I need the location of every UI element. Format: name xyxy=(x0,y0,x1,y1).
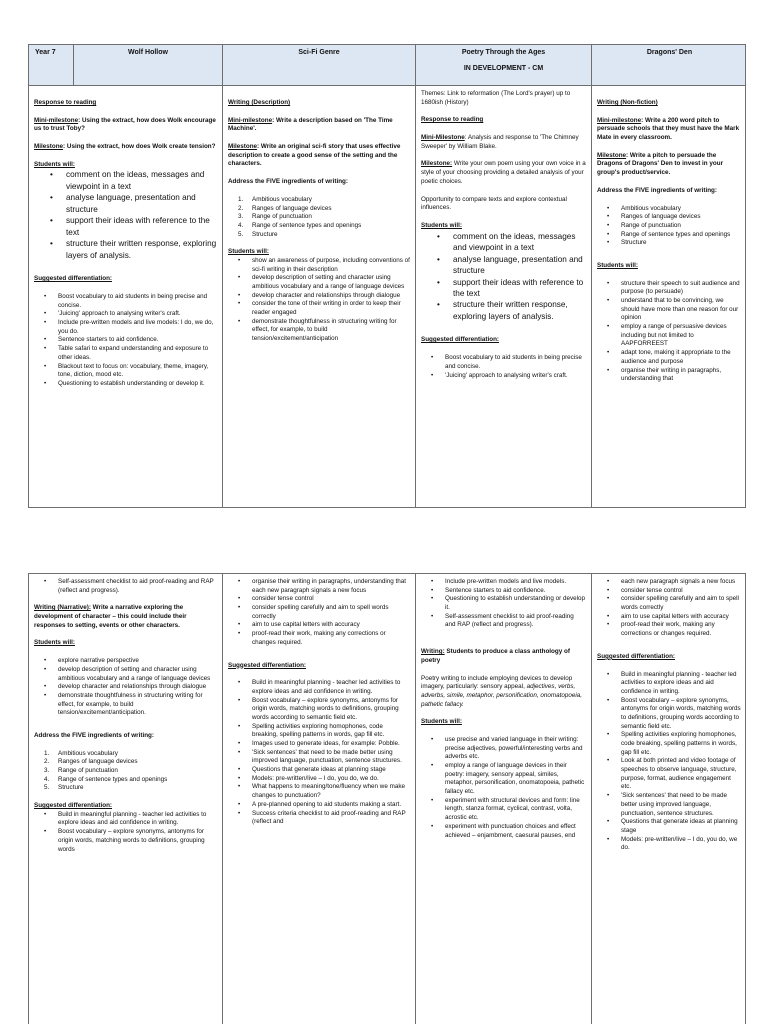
students-will-list xyxy=(228,257,410,344)
list-item: • analyse language, presentation and structure xyxy=(34,192,217,215)
list-item: • show an awareness of purpose, including conventions of sci-fi writing in their description xyxy=(228,257,410,274)
header-poetry-title: Poetry Through the Ages xyxy=(461,49,546,56)
list-item: • develop description of setting and character using ambitious vocabulary and a range of language devices xyxy=(34,666,217,683)
cell-dragons-den-cont xyxy=(592,574,746,1024)
list-item: • Table safari to expand understanding and exposure to other ideas. xyxy=(34,345,217,362)
ingredients-list xyxy=(597,205,742,248)
students-will-list xyxy=(34,657,217,718)
cell-wolf-hollow xyxy=(29,86,223,507)
list-item: • Questions that generate ideas at planning stage xyxy=(597,818,742,835)
differentiation-label: Suggested differentiation: xyxy=(34,802,113,810)
list-item: 5. Structure xyxy=(44,784,84,792)
list-item: • Self-assessment checklist to aid proof-reading and RAP (reflect and progress). xyxy=(421,613,586,630)
differentiation-list-cont xyxy=(34,578,217,595)
differentiation-label: Suggested differentiation: xyxy=(597,652,676,660)
list-item: • develop character and relationships through dialogue xyxy=(34,683,217,692)
list-item: • support their ideas with reference to the text xyxy=(421,277,586,300)
poetry-devices-text: Poetry writing to include employing devices to develop imagery, particularly: sensory appeal, adjectives, verbs, adverbs, simile, metaphor, personification, onomatopoeia, pathetic fallacy. xyxy=(421,674,583,708)
differentiation-list xyxy=(228,679,410,827)
header-dragons-den: Dragons' Den xyxy=(646,49,693,56)
header-poetry-status: IN DEVELOPMENT - CM xyxy=(463,65,544,72)
milestone: Milestone: Write an original sci-fi story that uses effective description to create a good sense of the setting and the characters. xyxy=(228,143,401,168)
section-heading: Writing (Description) xyxy=(228,99,291,106)
list-item: 3. Range of punctuation xyxy=(44,767,118,774)
list-item: • Build in meaningful planning - teacher led activities to explore ideas and aid confidence in writing. xyxy=(597,671,742,697)
list-item: • proof-read their work, making any corrections or changes required. xyxy=(597,621,742,638)
list-item: • structure their written response, exploring layers of analysis. xyxy=(34,238,217,261)
list-item: • consider tense control xyxy=(228,595,410,604)
list-item: • 'Juicing' approach to analysing writer's craft. xyxy=(421,372,586,381)
list-item: • employ a range of persuasive devices including but not limited to AAPFORREEST xyxy=(597,323,742,349)
milestone: Milestone: Write a pitch to persuade the Dragons of Dragons' Den to invest in your group's product/service. xyxy=(597,151,724,177)
list-item: • explore narrative perspective xyxy=(34,657,217,666)
list-item: • consider spelling carefully and aim to spell words correctly xyxy=(228,604,410,621)
list-item: • develop character and relationships through dialogue xyxy=(228,292,410,301)
mini-milestone: Mini-Milestone: Analysis and response to 'The Chimney Sweeper' by William Blake. xyxy=(421,134,579,150)
list-item: • aim to use capital letters with accuracy xyxy=(228,621,410,630)
header-year: Year 7 xyxy=(29,45,74,86)
list-item: • Spelling activities exploring homophones, code breaking, spelling patterns in words, gap fill etc. xyxy=(228,723,410,740)
differentiation-label: Suggested differentiation: xyxy=(228,661,307,669)
list-item: 3. Range of punctuation xyxy=(238,213,312,221)
list-item: • structure their written response, exploring layers of analysis. xyxy=(421,299,586,322)
list-item: • Models: pre-written/live – I do, you do, we do. xyxy=(228,775,410,784)
list-item: • Questioning to establish understanding or develop it. xyxy=(421,595,586,612)
differentiation-label: Suggested differentiation: xyxy=(421,336,500,344)
students-will-label: Students will: xyxy=(421,718,462,726)
list-item: • A pre-planned opening to aid students making a start. xyxy=(228,801,410,810)
page-2 xyxy=(28,573,746,1024)
table-header-row xyxy=(29,45,745,86)
list-item: • Spelling activities exploring homophones, code breaking, spelling patterns in words, gap fill etc. xyxy=(597,731,742,757)
mini-milestone: Mini-milestone: Write a 200 word pitch to persuade schools that they must have the Mark Mate in every classroom. xyxy=(597,116,740,142)
list-item: • adapt tone, making it appropriate to the audience and purpose xyxy=(597,349,742,366)
list-item: • structure their speech to suit audience and purpose (to persuade) xyxy=(597,280,742,297)
list-item: 2. Ranges of language devices xyxy=(238,204,332,212)
list-item: • experiment with structural devices and form: line length, stanza format, cyclical, contrast, volta, acrostic etc. xyxy=(421,797,586,823)
students-will-list xyxy=(34,169,217,261)
mini-milestone: Mini-milestone: Write a description based on 'The Time Machine'. xyxy=(228,116,393,133)
milestone: Milestone: Using the extract, how does Wolk create tension? xyxy=(34,143,216,151)
section-heading: Writing (Narrative): Write a narrative exploring the development of character – this could include their responses to setting, events or other characters. xyxy=(34,604,187,629)
students-will-list xyxy=(421,231,586,323)
list-item: 4. Range of sentence types and openings xyxy=(44,775,168,783)
five-ingredients-label: Address the FIVE ingredients of writing: xyxy=(34,731,155,739)
cell-sci-fi xyxy=(223,86,416,507)
differentiation-label: Suggested differentiation: xyxy=(34,275,113,283)
list-item: • What happens to meaning/tone/fluency when we make changes to punctuation? xyxy=(228,783,410,800)
list-item: 1. Ambitious vocabulary xyxy=(238,195,312,203)
differentiation-list xyxy=(34,293,217,389)
list-item: • employ a range of language devices in their poetry: imagery, sensory appeal, similes, metaphor, personification, onomatopoeia, pathetic fallacy etc. xyxy=(421,762,586,797)
students-will-list xyxy=(597,280,742,384)
list-item: • Boost vocabulary – explore synonyms, antonyms for origin words, matching words to definitions, grouping words according to semantic field etc. xyxy=(228,697,410,723)
list-item: 4. Range of sentence types and openings xyxy=(238,221,362,229)
cell-dragons-den xyxy=(592,86,746,507)
list-item: • Build in meaningful planning - teacher led activities to explore ideas and aid confidence in writing. xyxy=(228,679,410,696)
list-item: • Boost vocabulary to aid students in being precise and concise. xyxy=(34,293,217,310)
section-heading: Writing: Students to produce a class anthology of poetry xyxy=(421,648,570,664)
five-ingredients-label: Address the FIVE ingredients of writing: xyxy=(228,178,349,186)
list-item: • Blackout text to focus on: vocabulary, theme, imagery, tone, diction, mood etc. xyxy=(34,363,217,380)
mini-milestone: Mini-milestone: Using the extract, how does Wolk encourage us to trust Toby? xyxy=(34,116,216,133)
list-item: • Look at both printed and video footage of speeches to observe language, structure, purpose, format, audience engagement etc. xyxy=(597,757,742,792)
list-item: • Success criteria checklist to aid proof-reading and RAP (reflect and xyxy=(228,810,410,827)
list-item: • 'Sick sentences' that need to be made better using improved language, punctuation, sentence structures. xyxy=(228,749,410,766)
list-item: • Include pre-written models and live models: I do, we do, you do. xyxy=(34,319,217,336)
list-item: • 'Juicing' approach to analysing writer's craft. xyxy=(34,310,217,319)
table-body-row xyxy=(29,86,745,507)
list-item: • consider spelling carefully and aim to spell words correctly xyxy=(597,595,742,612)
students-will-label: Students will: xyxy=(421,221,462,229)
page-1 xyxy=(28,44,746,508)
cell-sci-fi-cont xyxy=(223,574,416,1024)
ingredients-list xyxy=(34,750,217,793)
students-will-list xyxy=(421,736,586,840)
list-item: • Sentence starters to aid confidence. xyxy=(421,587,586,596)
list-item: • Questions that generate ideas at planning stage xyxy=(228,766,410,775)
list-item: • Models: pre-written/live – I do, you do, we do. xyxy=(597,836,742,853)
opportunity-text: Opportunity to compare texts and explore contextual influences. xyxy=(421,195,567,212)
cell-poetry xyxy=(416,86,592,507)
list-item: • Structure xyxy=(597,239,742,248)
list-item: • Ranges of language devices xyxy=(597,213,742,222)
section-heading: Writing (Non-fiction) xyxy=(597,99,658,106)
milestone: Milestone: Write your own poem using your own voice in a style of your choosing providing a detailed analysis of your poetic choices. xyxy=(421,160,586,185)
list-item: • Include pre-written models and live models. xyxy=(421,578,586,587)
students-will-list-cont xyxy=(228,578,410,648)
list-item: • develop description of setting and character using ambitious vocabulary and a range of language devices xyxy=(228,274,410,291)
students-will-label: Students will: xyxy=(34,639,75,647)
list-item: • analyse language, presentation and structure xyxy=(421,254,586,277)
list-item: 1. Ambitious vocabulary xyxy=(44,749,118,757)
differentiation-list-cont xyxy=(421,578,586,630)
table-body-row xyxy=(29,574,745,1024)
list-item: • organise their writing in paragraphs, understanding that each new paragraph signals a new focus xyxy=(228,578,410,595)
list-item: • Boost vocabulary to aid students in being precise and concise. xyxy=(421,354,586,371)
list-item: • aim to use capital letters with accuracy xyxy=(597,613,742,622)
list-item: • experiment with punctuation choices and effect achieved – enjambment, caesural pauses, end xyxy=(421,823,586,840)
list-item: • demonstrate thoughtfulness in structuring writing for effect, for example, to build tension/excitement/anticipation. xyxy=(34,692,217,718)
list-item: • comment on the ideas, messages and viewpoint in a text xyxy=(421,231,586,254)
list-item: • Questioning to establish understanding or develop it. xyxy=(34,380,217,389)
list-item: • Images used to generate ideas, for example: Pobble. xyxy=(228,740,410,749)
cell-poetry-cont xyxy=(416,574,592,1024)
list-item: • understand that to be convincing, we should have more than one reason for our opinion xyxy=(597,297,742,323)
students-will-label: Students will: xyxy=(597,261,638,269)
ingredients-list xyxy=(228,196,410,239)
list-item: • support their ideas with reference to the text xyxy=(34,215,217,238)
list-item: • organise their writing in paragraphs, understanding that xyxy=(597,367,742,384)
students-will-list-cont xyxy=(597,578,742,639)
themes-text: Themes: Link to reformation (The Lord's prayer) up to 1680ish (History) xyxy=(421,90,571,106)
list-item: • consider the tone of their writing in order to keep their reader engaged xyxy=(228,300,410,317)
list-item: • use precise and varied language in their writing: precise adjectives, powerful/interesting verbs and adverbs etc. xyxy=(421,736,586,762)
list-item: • Build in meaningful planning - teacher led activities to explore ideas and aid confidence in writing. xyxy=(34,811,217,828)
list-item: • Sentence starters to aid confidence. xyxy=(34,336,217,345)
cell-wolf-hollow-cont xyxy=(29,574,223,1024)
header-wolf-hollow: Wolf Hollow xyxy=(74,45,223,86)
list-item: • Boost vocabulary – explore synonyms, antonyms for origin words, matching words to definitions, grouping words according to semantic field etc. xyxy=(597,697,742,732)
header-poetry xyxy=(416,45,592,86)
list-item: • Ambitious vocabulary xyxy=(597,205,742,214)
list-item: 2. Ranges of language devices xyxy=(44,758,138,766)
students-will-label: Students will: xyxy=(228,248,269,256)
list-item: • Range of punctuation xyxy=(597,222,742,231)
header-sci-fi: Sci-Fi Genre xyxy=(223,45,416,86)
list-item: • Boost vocabulary – explore synonyms, antonyms for origin words, matching words to definitions, grouping words xyxy=(34,828,217,854)
list-item: • proof-read their work, making any corrections or changes required. xyxy=(228,630,410,647)
list-item: • Range of sentence types and openings xyxy=(597,231,742,240)
list-item: • Self-assessment checklist to aid proof-reading and RAP (reflect and progress). xyxy=(34,578,217,595)
five-ingredients-label: Address the FIVE ingredients of writing: xyxy=(597,186,718,194)
differentiation-list xyxy=(34,811,217,854)
list-item: • demonstrate thoughtfulness in structuring writing for effect, for example, to build tension/excitement/anticipation xyxy=(228,318,410,344)
differentiation-list xyxy=(421,354,586,380)
students-will-label: Students will: xyxy=(34,160,75,168)
section-heading: Response to reading xyxy=(34,99,97,106)
list-item: • consider tense control xyxy=(597,587,742,596)
list-item: 5. Structure xyxy=(238,230,278,238)
list-item: • 'Sick sentences' that need to be made better using improved language, punctuation, sentence structures. xyxy=(597,792,742,818)
differentiation-list xyxy=(597,671,742,853)
list-item: • comment on the ideas, messages and viewpoint in a text xyxy=(34,169,217,192)
list-item: • each new paragraph signals a new focus xyxy=(597,578,742,587)
section-heading: Response to reading xyxy=(421,116,484,124)
